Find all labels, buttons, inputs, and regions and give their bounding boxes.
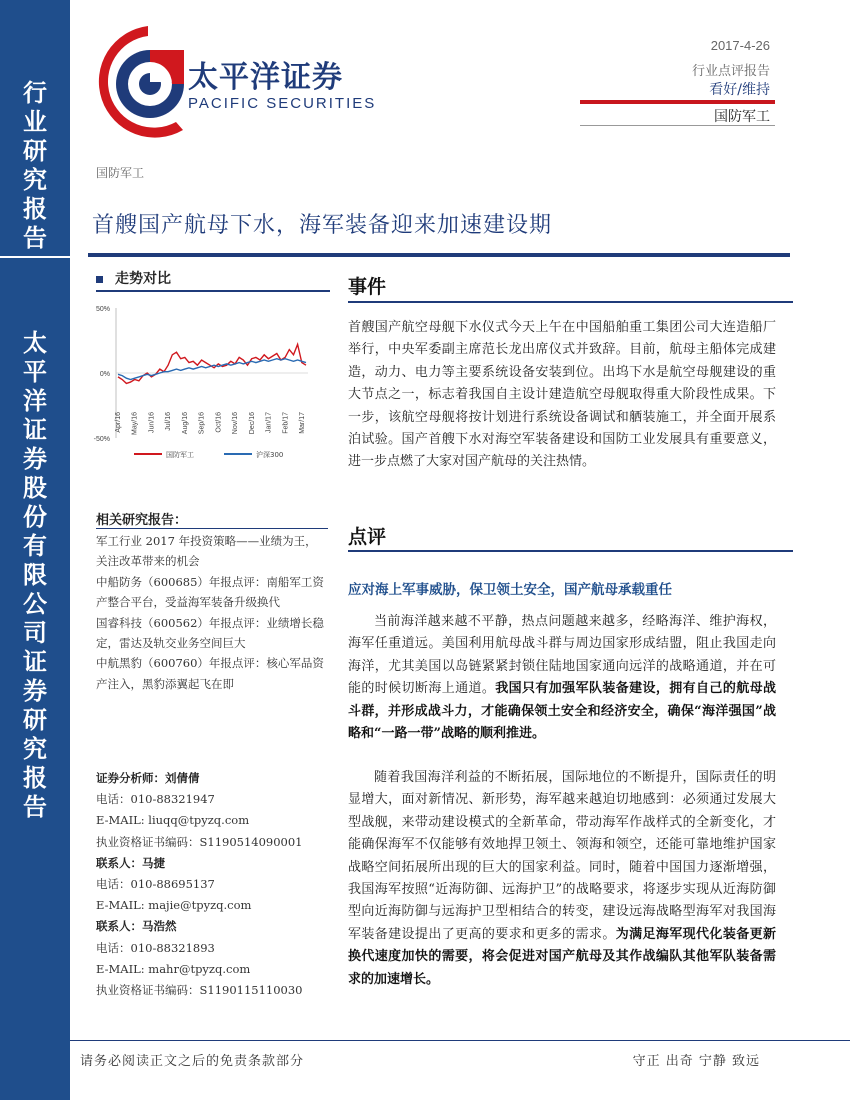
related-item[interactable]: 军工行业 2017 年投资策略——业绩为王，关注改革带来的机会 <box>96 534 317 569</box>
related-heading: 相关研究报告： <box>96 513 188 528</box>
rating: 看好/维持 <box>709 82 770 98</box>
trend-rule <box>96 290 330 292</box>
review-p2-bold: 为满足海军现代化装备更新换代速度加快的需要，将会促进对国产航母及其作战编队其他军队装备需求的加速增长。 <box>348 926 776 987</box>
chart-series-line <box>118 359 306 380</box>
chart-series-line <box>118 344 306 383</box>
review-p1-bold: 我国只有加强军队装备建设，拥有自己的航母战斗群，并形成战斗力，才能确保领土安全和经济安全，确保“海洋强国”战略和“一路一带”战略的顺利推进。 <box>348 681 776 742</box>
event-text: 首艘国产航空母舰下水仪式今天上午在中国船舶重工集团公司大连造船厂举行，中央军委副主席范长龙出席仪式并致辞。目前，航母主船体完成建造，动力、电力等主要系统设备安装到位。出坞下水是航空母舰建设的重大节点之一，标志着我国自主设计建造航空母舰取得重大阶段性成果。下一步，该航空母舰将按计划进行系统设备调试和舾装施工，并全面开展系泊试验。国产首艘下水对海空军装备建设和国防工业发展具有重要意义，进一步点燃了大家对国产航母的关注热情。 <box>348 320 776 470</box>
related-rule <box>96 528 328 529</box>
contact-cert: 执业资格证书编码：S1190514090001 <box>96 834 303 849</box>
footer-motto: 守正 出奇 宁静 致远 <box>632 1054 760 1069</box>
contact-role: 证券分析师：刘倩倩 <box>96 771 200 785</box>
sidebar-bottom-char: 告 <box>23 792 47 821</box>
sidebar-bottom-char: 证 <box>23 415 47 444</box>
review-p1-normal: 当前海洋越来越不平静，热点问题越来越多，经略海洋、维护海权，海军任重道远。美国利用航母战斗群与周边国家形成结盟，阻止我国走向海洋，尤其美国以岛链紧紧封锁住陆地国家通向远洋的战略通道，并在可能的时候切断海上通道。 <box>348 614 776 697</box>
contact-cert: 执业资格证书编码：S1190115110030 <box>96 983 303 998</box>
chart-y-tick-label: 0% <box>99 371 110 378</box>
logo <box>88 18 388 143</box>
contact-email[interactable]: E-MAIL: majie@tpyzq.com <box>96 898 252 913</box>
trend-chart <box>88 298 318 463</box>
sidebar-bottom-char: 平 <box>23 357 47 386</box>
review-paragraph-2 <box>348 767 776 991</box>
logo-name-cn: 太平洋证券 <box>188 60 343 95</box>
chart-x-tick-label: Apr/16 <box>115 412 122 433</box>
logo-mark-icon <box>88 18 188 143</box>
trend-title <box>96 268 171 288</box>
chart-y-tick-label: 50% <box>95 306 110 313</box>
chart-x-tick-label: May/16 <box>131 412 139 435</box>
chart-x-tick-label: Jun/16 <box>148 412 156 434</box>
sidebar-bottom-char: 洋 <box>23 386 47 415</box>
contact-role: 联系人：马捷 <box>96 855 165 870</box>
sidebar-bottom-char: 究 <box>23 734 47 763</box>
footer-rule <box>70 1040 850 1041</box>
sidebar-bottom-char: 公 <box>23 589 47 618</box>
event-rule <box>348 301 793 303</box>
chart-legend-label: 国防军工 <box>166 451 194 459</box>
chart-x-tick-label: Nov/16 <box>232 412 240 435</box>
sidebar-bottom-char: 报 <box>23 763 47 792</box>
review-rule <box>348 550 793 552</box>
sidebar-top-char: 研 <box>23 136 47 165</box>
review-p2-normal: 随着我国海洋利益的不断拓展，国际地位的不断提升，国际责任的明显增大，面对新情况、新形势，海军越来越迫切地感到：必须通过发展大型战舰，来带动建设模式的全新革命，带动海军作战样式的全新变化，才能确保海军不仅能够有效地捍卫领土、领海和领空，还能可靠地维护国家战略空间拓展所出现的巨大的国家利益。同时，随着中国国力逐渐增强，我国海军按照“近海防御、远海护卫”的战略要求，将逐步实现从近海防御型向近海防御与远海护卫型相结合的转变，建设远海战略型海军对我国海军装备建设提出了更高的要求和更多的需求。 <box>348 770 776 942</box>
sidebar-top-char: 究 <box>23 165 47 194</box>
chart-x-tick-label: Feb/17 <box>282 412 290 434</box>
review-paragraph-1 <box>348 611 776 745</box>
contact-email[interactable]: E-MAIL: liuqq@tpyzq.com <box>96 813 250 828</box>
page-title: 首艘国产航母下水，海军装备迎来加速建设期 <box>92 213 553 238</box>
contact-phone: 电话：010-88695137 <box>96 877 215 892</box>
header-divider <box>580 125 775 126</box>
chart-x-tick-label: Jan/17 <box>265 412 273 434</box>
trend-title-text: 走势对比 <box>115 271 171 287</box>
related-list <box>96 531 328 694</box>
event-heading: 事件 <box>348 276 387 298</box>
related-item[interactable]: 中航黑豹（600760）年报点评：核心军品资产注入，黑豹添翼起飞在即 <box>96 656 324 691</box>
report-date: 2017-4-26 <box>710 38 770 53</box>
category-label: 国防军工 <box>96 166 145 180</box>
sidebar-bottom-label <box>0 328 70 821</box>
chart-x-tick-label: Sep/16 <box>198 412 206 435</box>
contact-phone: 电话：010-88321947 <box>96 792 215 807</box>
chart-x-tick-label: Jul/16 <box>165 412 173 431</box>
review-subheading: 应对海上军事威胁，保卫领土安全，国产航母承载重任 <box>348 582 672 598</box>
logo-name-en: PACIFIC SECURITIES <box>188 95 377 112</box>
sidebar-bottom-char: 股 <box>23 473 47 502</box>
chart-x-tick-label: Mar/17 <box>299 412 306 434</box>
sidebar <box>0 0 70 1100</box>
chart-x-tick-label: Dec/16 <box>248 412 256 435</box>
sidebar-bottom-char: 券 <box>23 444 47 473</box>
bullet-square-icon <box>96 276 103 283</box>
sidebar-bottom-char: 研 <box>23 705 47 734</box>
report-type: 行业点评报告 <box>691 64 770 79</box>
sidebar-bottom-char: 证 <box>23 647 47 676</box>
related-item[interactable]: 中船防务（600685）年报点评：南船军工资产整合平台，受益海军装备升级换代 <box>96 574 324 610</box>
related-item[interactable]: 国睿科技（600562）年报点评：业绩增长稳定，雷达及轨交业务空间巨大 <box>96 615 324 651</box>
sidebar-top-char: 告 <box>23 223 47 252</box>
sidebar-bottom-char: 券 <box>23 676 47 705</box>
sidebar-top-label <box>0 78 70 252</box>
chart-x-tick-label: Aug/16 <box>181 412 189 435</box>
chart-y-tick-label: -50% <box>93 436 110 443</box>
contact-email[interactable]: E-MAIL: mahr@tpyzq.com <box>96 961 251 976</box>
contact-phone: 电话：010-88321893 <box>96 940 215 955</box>
sidebar-bottom-char: 有 <box>23 531 47 560</box>
contact-role: 联系人：马浩然 <box>96 919 177 934</box>
industry: 国防军工 <box>714 109 770 125</box>
header-red-bar <box>580 100 775 104</box>
sidebar-top-char: 报 <box>23 194 47 223</box>
chart-legend-label: 沪深300 <box>256 451 284 459</box>
sidebar-bottom-char: 司 <box>23 618 47 647</box>
sidebar-top-char: 业 <box>23 107 47 136</box>
contacts <box>96 768 328 1001</box>
review-heading: 点评 <box>348 526 387 548</box>
sidebar-bottom-char: 太 <box>23 328 47 357</box>
footer-disclaimer[interactable]: 请务必阅读正文之后的免责条款部分 <box>80 1054 305 1069</box>
title-rule <box>88 253 790 257</box>
sidebar-bottom-char: 限 <box>23 560 47 589</box>
sidebar-divider <box>0 256 70 258</box>
chart-x-tick-label: Oct/16 <box>215 412 223 433</box>
sidebar-bottom-char: 份 <box>23 502 47 531</box>
sidebar-top-char: 行 <box>23 78 47 107</box>
